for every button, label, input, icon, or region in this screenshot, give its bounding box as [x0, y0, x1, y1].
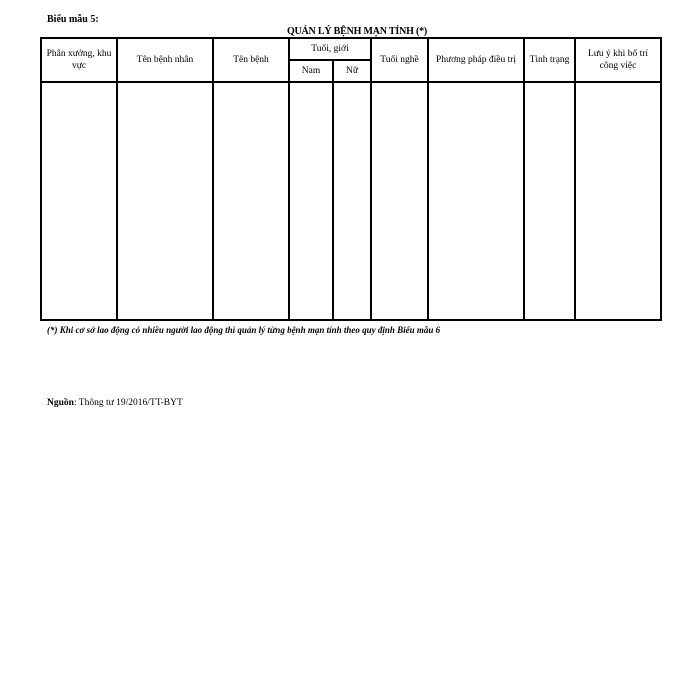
footnote: (*) Khi cơ sở lao động có nhiều người lao động thì quản lý từng bệnh mạn tính theo quy định Biểu mẫu 6 [47, 325, 441, 335]
header-status: Tình trạng [524, 38, 575, 82]
cell-treatment [428, 82, 524, 320]
cell-female [333, 82, 371, 320]
cell-area [41, 82, 117, 320]
header-male: Nam [289, 60, 333, 82]
header-disease-name: Tên bệnh [213, 38, 289, 82]
chronic-disease-table [40, 37, 662, 321]
form-title: QUẢN LÝ BỆNH MẠN TÍNH (*) [286, 26, 428, 37]
cell-status [524, 82, 575, 320]
header-job-note: Lưu ý khi bố trí công việc [575, 38, 661, 82]
header-area: Phân xưởng, khu vực [41, 38, 117, 82]
header-job-age: Tuổi nghề [371, 38, 428, 82]
header-female: Nữ [333, 60, 371, 82]
source-line [47, 398, 183, 408]
cell-job-note [575, 82, 661, 320]
cell-male [289, 82, 333, 320]
source-label: Nguồn [47, 398, 74, 408]
source-text: : Thông tư 19/2016/TT-BYT [73, 398, 183, 408]
cell-disease-name [213, 82, 289, 320]
table-row [41, 82, 661, 320]
form-label: Biểu mẫu 5: [47, 14, 99, 25]
table-header-row [41, 38, 661, 60]
header-patient-name: Tên bệnh nhân [117, 38, 213, 82]
cell-job-age [371, 82, 428, 320]
header-treatment: Phương pháp điều trị [428, 38, 524, 82]
cell-patient-name [117, 82, 213, 320]
header-age-sex: Tuổi, giới [289, 38, 371, 60]
